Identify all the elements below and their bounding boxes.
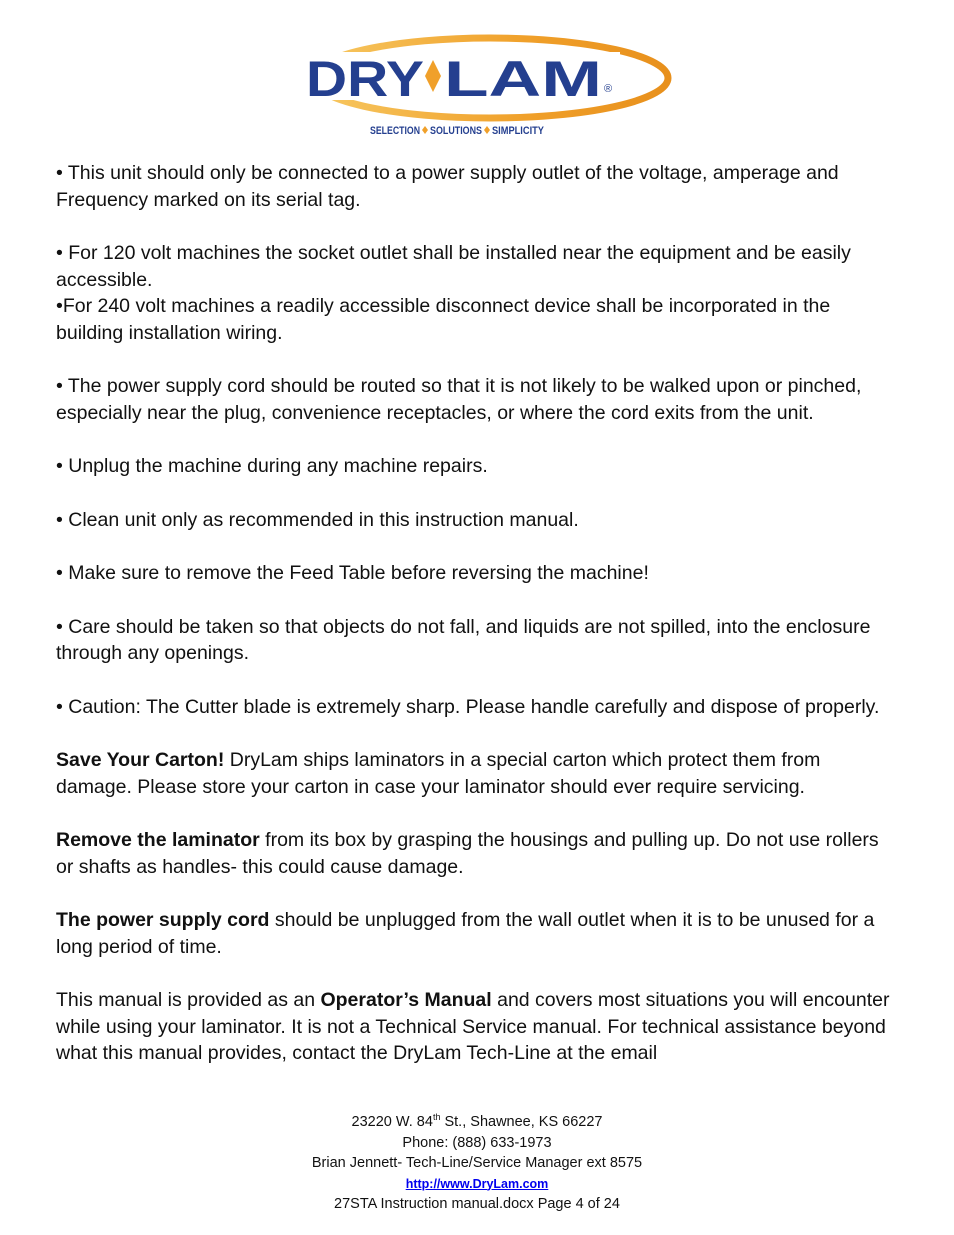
logo-tagline-diamond-icon	[484, 126, 490, 134]
save-carton-text: DryLam ships laminators in a special carton which protect them from damage. Please store your carton in case your laminator should ever require servicing.	[56, 749, 821, 798]
footer-phone: Phone: (888) 633-1973	[402, 1134, 552, 1151]
paragraph-operators-manual	[56, 987, 898, 1067]
operators-manual-text: and covers most situations you will encounter while using your laminator. It is not a Technical Service manual. For technical assistance beyond what this manual provides, contact the DryLam Tech-Line at the email	[56, 989, 890, 1064]
save-carton-heading: Save Your Carton!	[56, 749, 225, 771]
address-superscript: th	[432, 1112, 441, 1123]
logo-brand-dry: DRY	[306, 51, 424, 107]
paragraph-remove-laminator	[56, 827, 898, 880]
logo-tagline-selection: SELECTION	[370, 125, 421, 137]
footer-url-line	[0, 1174, 954, 1195]
page-footer	[0, 1112, 954, 1215]
paragraph-save-carton	[56, 747, 898, 800]
footer-contact: Brian Jennett- Tech-Line/Service Manager ext 8575	[311, 1155, 643, 1171]
address-city: St., Shawnee, KS 66227	[440, 1114, 603, 1130]
safety-bullet-cutter: • Caution: The Cutter blade is extremely sharp. Please handle carefully and dispose of properly.	[56, 695, 880, 718]
safety-bullet-objects: • Care should be taken so that objects do not fall, and liquids are not spilled, into the enclosure through any openings.	[56, 615, 871, 664]
safety-bullet-120v: • For 120 volt machines the socket outlet shall be installed near the equipment and be easily accessible.	[56, 242, 851, 291]
power-cord-heading: The power supply cord	[56, 909, 270, 931]
paragraph-power-cord	[56, 907, 898, 960]
address-street: 23220 W. 84	[351, 1114, 433, 1130]
operators-manual-heading: Operator’s Manual	[320, 989, 492, 1011]
footer-address	[0, 1112, 954, 1133]
remove-laminator-heading: Remove the laminator	[56, 829, 260, 851]
remove-laminator-text: from its box by grasping the housings and pulling up. Do not use rollers or shafts as handles- this could cause damage.	[56, 829, 879, 878]
safety-bullet-cord-routing: • The power supply cord should be routed so that it is not likely to be walked upon or pinched, especially near the plug, convenience receptacles, or where the cord exits from the unit.	[56, 375, 862, 424]
safety-bullet-voltage: • This unit should only be connected to a power supply outlet of the voltage, amperage and Frequency marked on its serial tag.	[56, 162, 839, 211]
logo-brand-lam: LAM	[444, 51, 602, 107]
footer-page-info: 27STA Instruction manual.docx Page 4 of 24	[334, 1196, 620, 1212]
power-cord-text: should be unplugged from the wall outlet when it is to be unused for a long period of time.	[56, 909, 875, 958]
manual-body	[56, 160, 898, 1094]
website-link[interactable]: http://www.DryLam.com	[405, 1176, 549, 1191]
safety-bullet-240v: •For 240 volt machines a readily accessible disconnect device shall be incorporated in the building installation wiring.	[56, 295, 831, 344]
logo-tagline-simplicity: SIMPLICITY	[492, 125, 545, 137]
safety-bullet-feed-table: • Make sure to remove the Feed Table before reversing the machine!	[56, 562, 649, 584]
logo-tagline-diamond-icon	[422, 126, 428, 134]
safety-bullet-unplug: • Unplug the machine during any machine repairs.	[56, 455, 488, 477]
logo-registered-mark: ®	[604, 83, 613, 95]
drylam-logo	[300, 30, 672, 142]
safety-bullet-clean: • Clean unit only as recommended in this instruction manual.	[56, 508, 579, 531]
operators-manual-pre: This manual is provided as an	[56, 989, 321, 1011]
logo-tagline-solutions: SOLUTIONS	[430, 125, 482, 137]
